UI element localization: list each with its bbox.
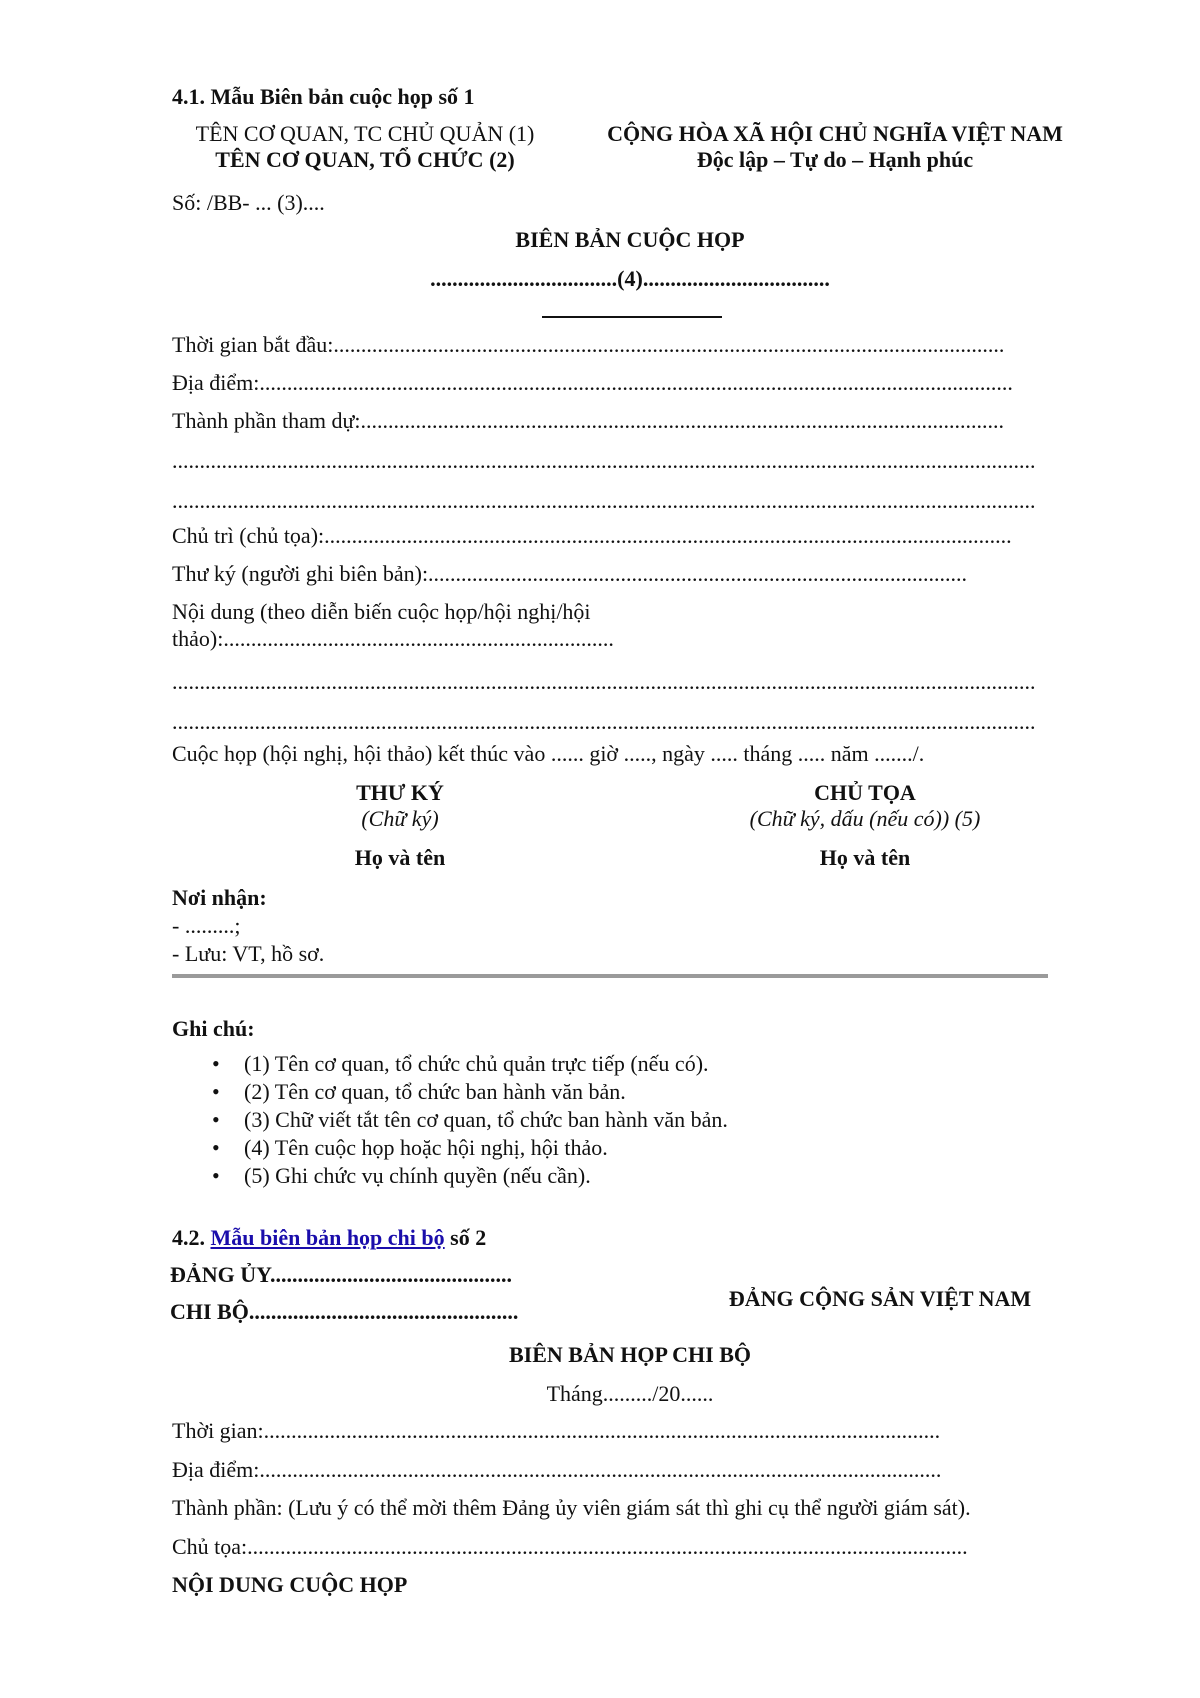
list-item <box>172 1162 1072 1190</box>
section-title-2 <box>172 1225 486 1250</box>
org-parent-name: TÊN CƠ QUAN, TC CHỦ QUẢN (1) <box>195 121 535 146</box>
field-start-time: Thời gian bắt đầu:.......................................................................................................................... <box>172 332 1005 357</box>
notes-list <box>172 1050 1072 1190</box>
blank-line: ............................................................................................................................................................. <box>172 709 1036 734</box>
party-minutes-title: BIÊN BẢN HỌP CHI BỘ <box>508 1342 752 1367</box>
secretary-name: Họ và tên <box>354 845 446 870</box>
field-secretary: Thư ký (người ghi biên bản):.................................................................................................. <box>172 561 968 586</box>
secretary-title: THƯ KÝ <box>356 780 444 805</box>
field-content-continued: thảo):....................................................................... <box>172 626 614 651</box>
secretary-signature-note: (Chữ ký) <box>361 806 439 831</box>
field-content: Nội dung (theo diễn biến cuộc họp/hội nghị/hội <box>172 599 591 624</box>
recipients-label: Nơi nhận: <box>172 885 267 910</box>
field-location: Địa điểm:......................................................................................................................................... <box>172 370 1013 395</box>
field-chair: Chủ tọa:................................................................................................................................... <box>172 1534 968 1559</box>
party-cell: CHI BỘ................................................. <box>170 1299 519 1324</box>
list-item <box>172 1050 1072 1078</box>
national-title: CỘNG HÒA XÃ HỘI CHỦ NGHĨA VIỆT NAM <box>607 121 1063 146</box>
party-committee: ĐẢNG ỦY............................................ <box>170 1262 513 1287</box>
field-chair: Chủ trì (chủ tọa):............................................................................................................................. <box>172 523 1012 548</box>
list-item <box>172 1078 1072 1106</box>
bullet: • <box>212 1163 220 1188</box>
national-motto: Độc lập – Tự do – Hạnh phúc <box>696 147 974 172</box>
meeting-content-heading: NỘI DUNG CUỘC HỌP <box>172 1572 408 1597</box>
bullet: • <box>212 1107 220 1132</box>
field-composition: Thành phần: (Lưu ý có thể mời thêm Đảng ủy viên giám sát thì ghi cụ thể người giám sát). <box>172 1495 971 1520</box>
note-text: (4) Tên cuộc họp hoặc hội nghị, hội thảo. <box>244 1135 608 1160</box>
notes-label: Ghi chú: <box>172 1016 255 1041</box>
minutes-month: Tháng........./20...... <box>546 1381 714 1406</box>
note-text: (5) Ghi chức vụ chính quyền (nếu cần). <box>244 1163 591 1188</box>
blank-line: ............................................................................................................................................................. <box>172 448 1036 473</box>
recipient-item: - .........; <box>172 913 241 938</box>
section-divider <box>172 974 1048 978</box>
section-title-1: 4.1. Mẫu Biên bản cuộc họp số 1 <box>172 84 475 109</box>
list-item <box>172 1134 1072 1162</box>
title-underline <box>542 316 722 318</box>
bullet: • <box>212 1135 220 1160</box>
party-name: ĐẢNG CỘNG SẢN VIỆT NAM <box>728 1286 1032 1311</box>
party-cell-minutes-link[interactable]: Mẫu biên bản họp chi bộ <box>210 1225 445 1250</box>
bullet: • <box>212 1051 220 1076</box>
chair-title: CHỦ TỌA <box>814 780 916 805</box>
section-suffix: số 2 <box>450 1225 487 1250</box>
note-text: (1) Tên cơ quan, tổ chức chủ quản trực tiếp (nếu có). <box>244 1051 709 1076</box>
note-text: (3) Chữ viết tắt tên cơ quan, tổ chức ban hành văn bản. <box>244 1107 728 1132</box>
document-number: Số: /BB- ... (3).... <box>172 190 325 215</box>
note-text: (2) Tên cơ quan, tổ chức ban hành văn bản. <box>244 1079 626 1104</box>
chair-name: Họ và tên <box>819 845 911 870</box>
field-time: Thời gian:........................................................................................................................... <box>172 1418 941 1443</box>
field-participants: Thành phần tham dự:..................................................................................................................... <box>172 408 1004 433</box>
field-location: Địa điểm:............................................................................................................................ <box>172 1457 942 1482</box>
blank-line: ............................................................................................................................................................. <box>172 669 1036 694</box>
blank-line: ............................................................................................................................................................. <box>172 488 1036 513</box>
meeting-name-placeholder: ..................................(4).................................. <box>430 266 830 291</box>
recipient-item: - Lưu: VT, hồ sơ. <box>172 941 325 966</box>
section-number: 4.2. <box>172 1225 205 1250</box>
org-name: TÊN CƠ QUAN, TỔ CHỨC (2) <box>215 147 515 172</box>
meeting-end-line: Cuộc họp (hội nghị, hội thảo) kết thúc vào ...... giờ ....., ngày ..... tháng ..... năm ......./. <box>172 741 925 766</box>
list-item <box>172 1106 1072 1134</box>
document-title: BIÊN BẢN CUỘC HỌP <box>515 227 745 252</box>
chair-signature-note: (Chữ ký, dấu (nếu có)) (5) <box>749 806 981 831</box>
bullet: • <box>212 1079 220 1104</box>
